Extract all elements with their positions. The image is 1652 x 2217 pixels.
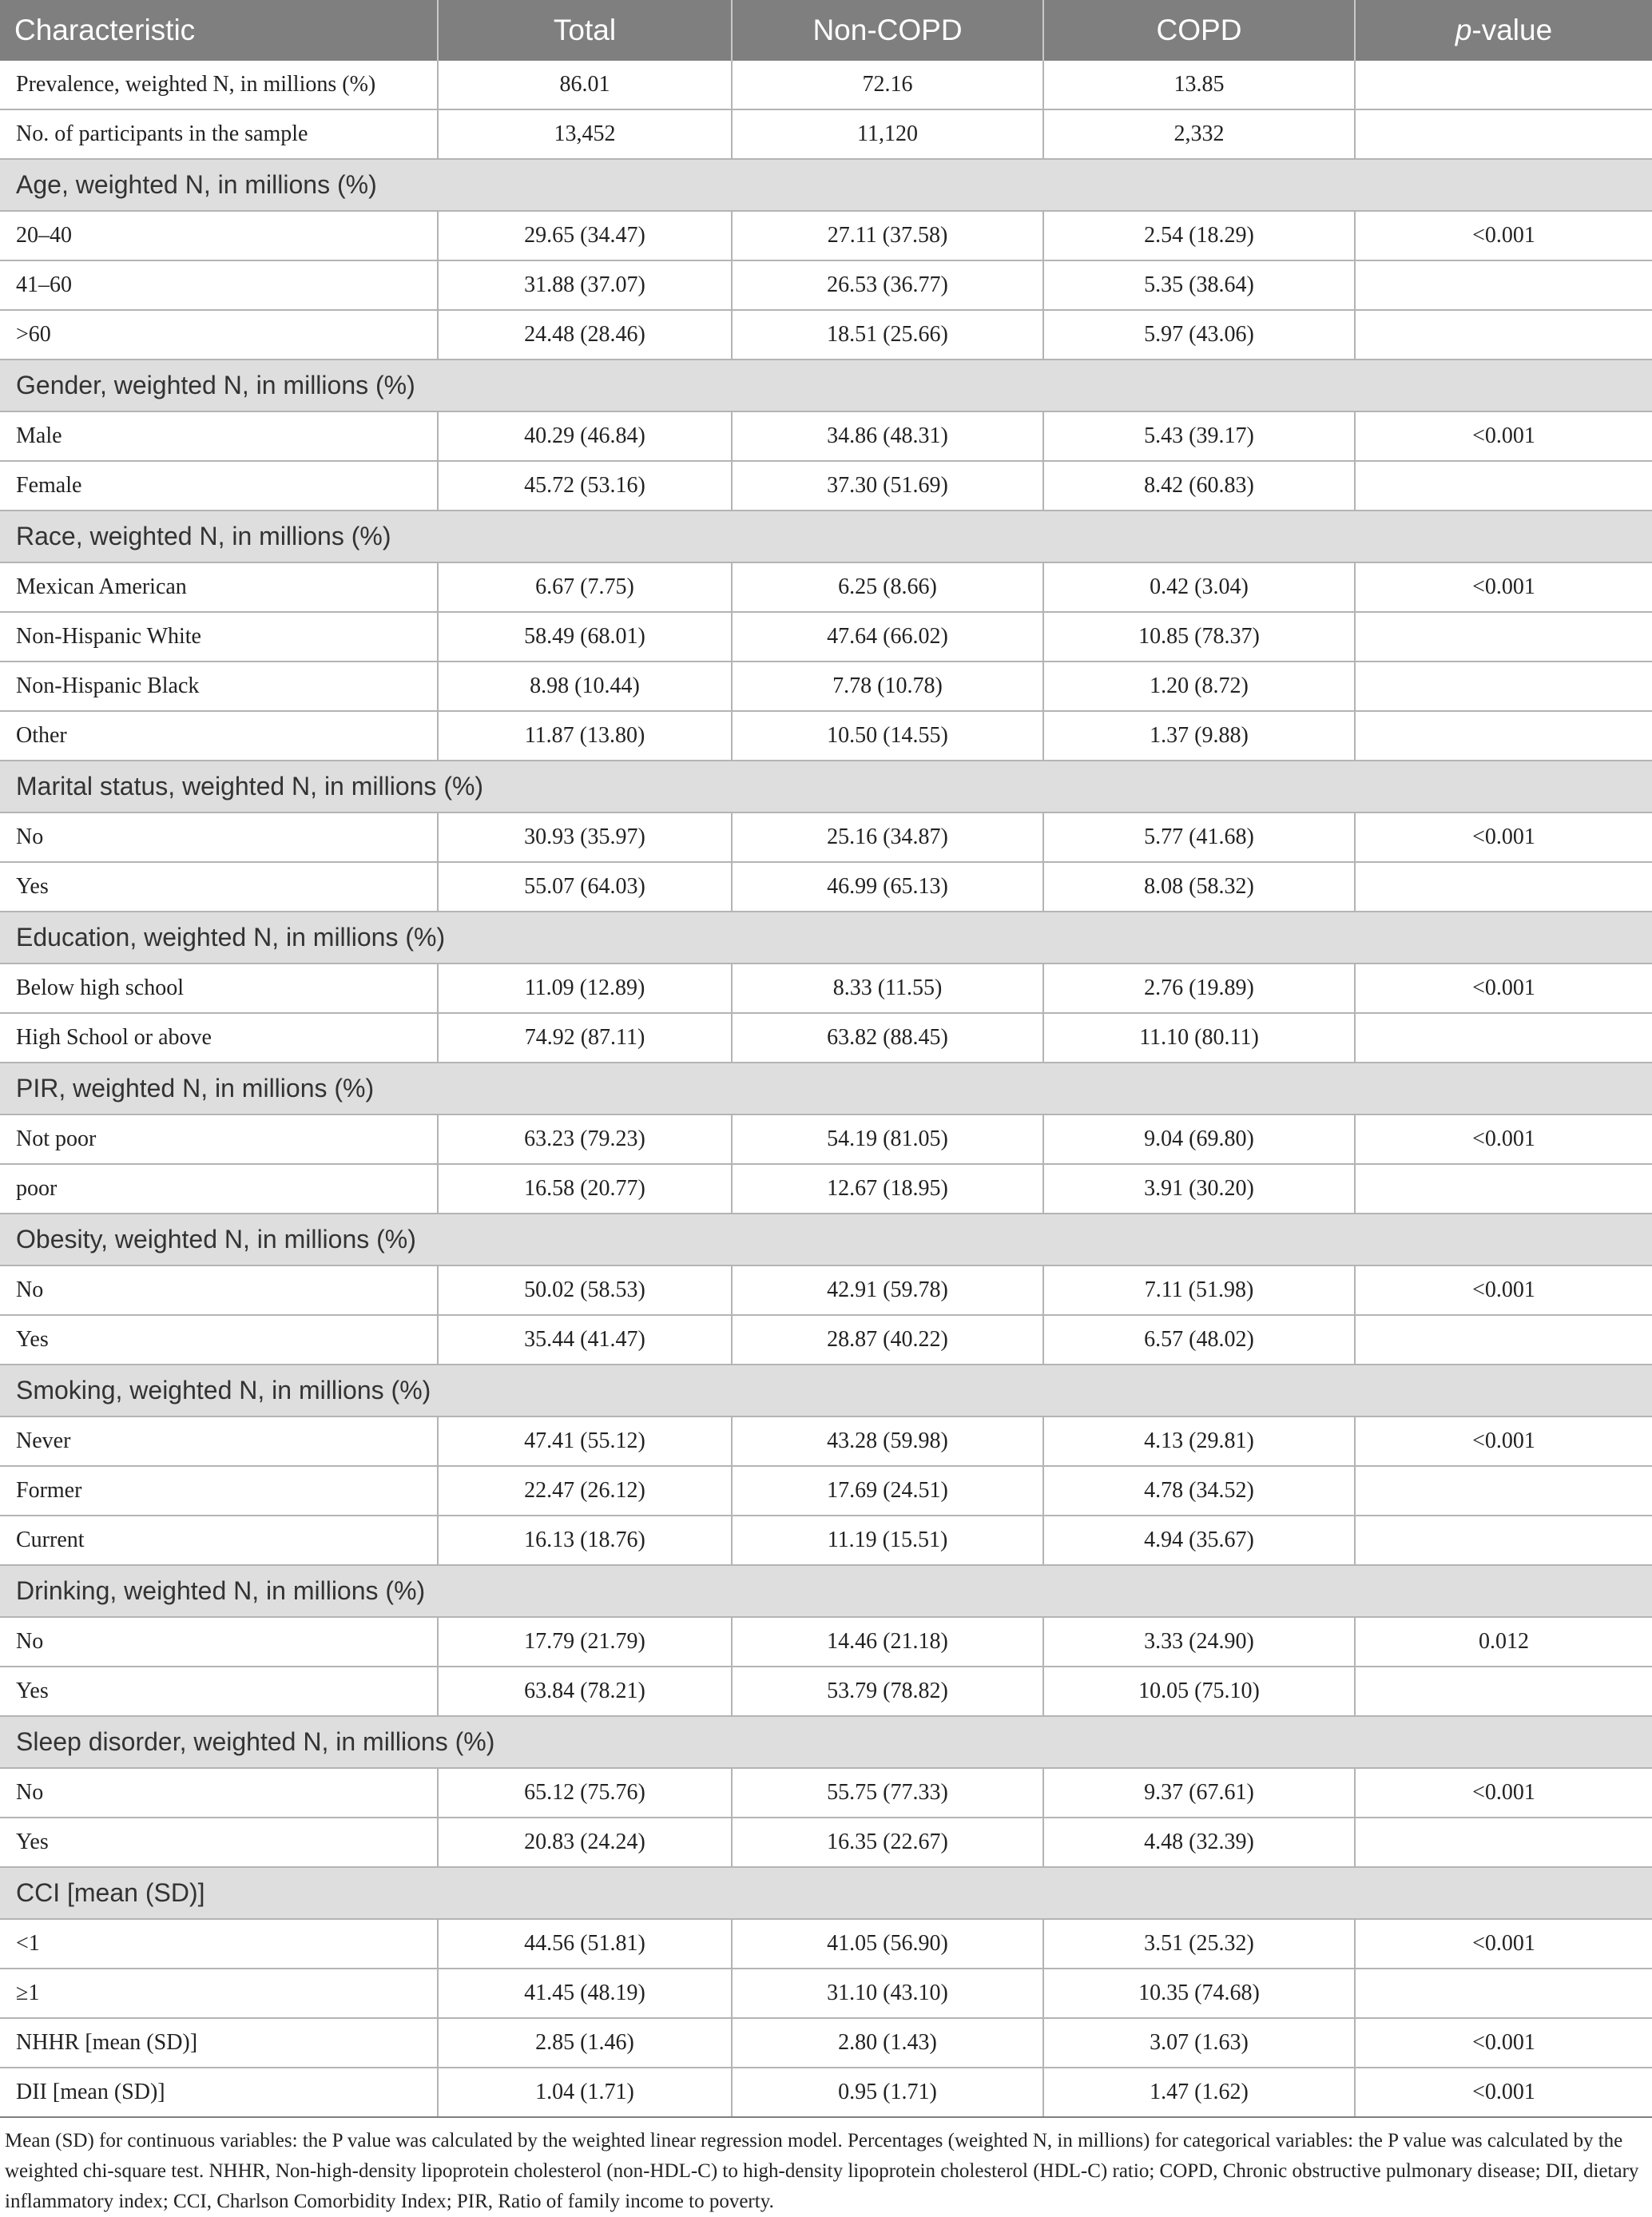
row-label: Below high school: [0, 963, 438, 1013]
row-label: Male: [0, 411, 438, 461]
table-row: [0, 1265, 1652, 1315]
non-copd-cell: 16.35 (22.67): [732, 1818, 1043, 1867]
table-row: [0, 1516, 1652, 1565]
section-label: Race, weighted N, in millions (%): [0, 511, 1652, 562]
total-cell: 41.45 (48.19): [438, 1969, 732, 2018]
table-row: [0, 1114, 1652, 1164]
copd-cell: 5.43 (39.17): [1043, 411, 1355, 461]
table-row: [0, 1315, 1652, 1365]
section-header-row: [0, 159, 1652, 211]
non-copd-cell: 10.50 (14.55): [732, 711, 1043, 761]
p-value-cell: <0.001: [1355, 1265, 1652, 1315]
table-row: [0, 61, 1652, 109]
non-copd-cell: 54.19 (81.05): [732, 1114, 1043, 1164]
row-label: poor: [0, 1164, 438, 1214]
table-row: [0, 1466, 1652, 1516]
row-label: No: [0, 1265, 438, 1315]
copd-cell: 11.10 (80.11): [1043, 1013, 1355, 1063]
p-value-cell: [1355, 1013, 1652, 1063]
total-cell: 16.58 (20.77): [438, 1164, 732, 1214]
p-value-cell: <0.001: [1355, 963, 1652, 1013]
p-value-cell: [1355, 310, 1652, 360]
p-value-cell: [1355, 1466, 1652, 1516]
table-row: [0, 1617, 1652, 1667]
p-value-cell: <0.001: [1355, 1919, 1652, 1969]
non-copd-cell: 47.64 (66.02): [732, 612, 1043, 662]
section-label: Marital status, weighted N, in millions (%): [0, 761, 1652, 813]
row-label: No: [0, 813, 438, 862]
row-label: <1: [0, 1919, 438, 1969]
section-header-row: [0, 511, 1652, 562]
table-row: [0, 1013, 1652, 1063]
p-value-cell: <0.001: [1355, 2068, 1652, 2117]
p-value-cell: <0.001: [1355, 1768, 1652, 1818]
row-label: High School or above: [0, 1013, 438, 1063]
table-row: [0, 109, 1652, 159]
copd-cell: 4.48 (32.39): [1043, 1818, 1355, 1867]
table-row: [0, 963, 1652, 1013]
header-p-value: [1355, 0, 1652, 61]
copd-cell: 1.20 (8.72): [1043, 662, 1355, 711]
copd-cell: 1.47 (1.62): [1043, 2068, 1355, 2117]
non-copd-cell: 7.78 (10.78): [732, 662, 1043, 711]
table-row: [0, 1667, 1652, 1716]
table-row: [0, 310, 1652, 360]
p-value-cell: [1355, 711, 1652, 761]
p-value-cell: [1355, 1164, 1652, 1214]
table-row: [0, 461, 1652, 511]
p-value-cell: <0.001: [1355, 562, 1652, 612]
p-value-cell: [1355, 1969, 1652, 2018]
section-header-row: [0, 1867, 1652, 1919]
non-copd-cell: 8.33 (11.55): [732, 963, 1043, 1013]
table-row: [0, 2068, 1652, 2117]
copd-cell: 2.54 (18.29): [1043, 211, 1355, 260]
total-cell: 22.47 (26.12): [438, 1466, 732, 1516]
row-label: Mexican American: [0, 562, 438, 612]
p-value-cell: <0.001: [1355, 411, 1652, 461]
section-header-row: [0, 1214, 1652, 1265]
p-value-cell: [1355, 862, 1652, 912]
section-label: Obesity, weighted N, in millions (%): [0, 1214, 1652, 1265]
non-copd-cell: 25.16 (34.87): [732, 813, 1043, 862]
row-label: 41–60: [0, 260, 438, 310]
total-cell: 58.49 (68.01): [438, 612, 732, 662]
header-characteristic: Characteristic: [0, 0, 438, 61]
total-cell: 40.29 (46.84): [438, 411, 732, 461]
copd-cell: 5.35 (38.64): [1043, 260, 1355, 310]
total-cell: 44.56 (51.81): [438, 1919, 732, 1969]
table-body: [0, 61, 1652, 2117]
total-cell: 8.98 (10.44): [438, 662, 732, 711]
p-value-cell: 0.012: [1355, 1617, 1652, 1667]
total-cell: 63.84 (78.21): [438, 1667, 732, 1716]
non-copd-cell: 27.11 (37.58): [732, 211, 1043, 260]
non-copd-cell: 0.95 (1.71): [732, 2068, 1043, 2117]
copd-cell: 9.04 (69.80): [1043, 1114, 1355, 1164]
non-copd-cell: 34.86 (48.31): [732, 411, 1043, 461]
table-row: [0, 211, 1652, 260]
row-label: >60: [0, 310, 438, 360]
total-cell: 63.23 (79.23): [438, 1114, 732, 1164]
copd-cell: 8.08 (58.32): [1043, 862, 1355, 912]
p-value-cell: [1355, 1315, 1652, 1365]
copd-cell: 4.13 (29.81): [1043, 1416, 1355, 1466]
row-label: Former: [0, 1466, 438, 1516]
p-value-cell: [1355, 1818, 1652, 1867]
p-value-cell: [1355, 260, 1652, 310]
copd-cell: 13.85: [1043, 61, 1355, 109]
total-cell: 74.92 (87.11): [438, 1013, 732, 1063]
copd-cell: 0.42 (3.04): [1043, 562, 1355, 612]
row-label: Prevalence, weighted N, in millions (%): [0, 61, 438, 109]
row-label: Non-Hispanic Black: [0, 662, 438, 711]
table-row: [0, 1919, 1652, 1969]
copd-cell: 9.37 (67.61): [1043, 1768, 1355, 1818]
total-cell: 11.87 (13.80): [438, 711, 732, 761]
table-footnote: Mean (SD) for continuous variables: the P value was calculated by the weighted linear regression model. Percentages (weighted N, in millions) for categorical variables: the P value was calculated by the weighted chi-square test. NHHR, Non-high-density lipoprotein cholesterol (non-HDL-C) to high-density lipoprotein cholesterol (HDL-C) ratio; COPD, Chronic obstructive pulmonary disease; DII, dietary inflammatory index; CCI, Charlson Comorbidity Index; PIR, Ratio of family income to poverty.: [5, 2130, 1639, 2212]
table-row: [0, 662, 1652, 711]
total-cell: 86.01: [438, 61, 732, 109]
copd-cell: 8.42 (60.83): [1043, 461, 1355, 511]
non-copd-cell: 11,120: [732, 109, 1043, 159]
row-label: ≥1: [0, 1969, 438, 2018]
section-header-row: [0, 1565, 1652, 1617]
p-value-cell: [1355, 612, 1652, 662]
header-total: Total: [438, 0, 732, 61]
section-label: Gender, weighted N, in millions (%): [0, 360, 1652, 411]
table-row: [0, 2018, 1652, 2068]
header-p-letter: p: [1455, 14, 1472, 46]
total-cell: 45.72 (53.16): [438, 461, 732, 511]
copd-cell: 3.33 (24.90): [1043, 1617, 1355, 1667]
total-cell: 29.65 (34.47): [438, 211, 732, 260]
table-row: [0, 1416, 1652, 1466]
total-cell: 30.93 (35.97): [438, 813, 732, 862]
total-cell: 11.09 (12.89): [438, 963, 732, 1013]
section-label: Smoking, weighted N, in millions (%): [0, 1365, 1652, 1416]
table-row: [0, 813, 1652, 862]
non-copd-cell: 43.28 (59.98): [732, 1416, 1043, 1466]
copd-cell: 7.11 (51.98): [1043, 1265, 1355, 1315]
non-copd-cell: 46.99 (65.13): [732, 862, 1043, 912]
non-copd-cell: 17.69 (24.51): [732, 1466, 1043, 1516]
row-label: Non-Hispanic White: [0, 612, 438, 662]
p-value-cell: [1355, 662, 1652, 711]
table-row: [0, 562, 1652, 612]
total-cell: 17.79 (21.79): [438, 1617, 732, 1667]
row-label: Other: [0, 711, 438, 761]
copd-cell: 3.51 (25.32): [1043, 1919, 1355, 1969]
non-copd-cell: 18.51 (25.66): [732, 310, 1043, 360]
row-label: Not poor: [0, 1114, 438, 1164]
p-value-cell: <0.001: [1355, 813, 1652, 862]
non-copd-cell: 28.87 (40.22): [732, 1315, 1043, 1365]
row-label: Yes: [0, 1667, 438, 1716]
non-copd-cell: 2.80 (1.43): [732, 2018, 1043, 2068]
total-cell: 16.13 (18.76): [438, 1516, 732, 1565]
row-label: Yes: [0, 1818, 438, 1867]
total-cell: 6.67 (7.75): [438, 562, 732, 612]
p-value-cell: [1355, 61, 1652, 109]
copd-cell: 2,332: [1043, 109, 1355, 159]
copd-cell: 3.07 (1.63): [1043, 2018, 1355, 2068]
copd-cell: 6.57 (48.02): [1043, 1315, 1355, 1365]
table-row: [0, 1969, 1652, 2018]
total-cell: 35.44 (41.47): [438, 1315, 732, 1365]
section-header-row: [0, 1716, 1652, 1768]
non-copd-cell: 31.10 (43.10): [732, 1969, 1043, 2018]
row-label: No: [0, 1768, 438, 1818]
total-cell: 24.48 (28.46): [438, 310, 732, 360]
total-cell: 31.88 (37.07): [438, 260, 732, 310]
row-label: Never: [0, 1416, 438, 1466]
row-label: NHHR [mean (SD)]: [0, 2018, 438, 2068]
copd-cell: 1.37 (9.88): [1043, 711, 1355, 761]
header-row: [0, 0, 1652, 61]
section-label: Sleep disorder, weighted N, in millions (%): [0, 1716, 1652, 1768]
copd-cell: 3.91 (30.20): [1043, 1164, 1355, 1214]
table-row: [0, 612, 1652, 662]
section-label: Drinking, weighted N, in millions (%): [0, 1565, 1652, 1617]
row-label: DII [mean (SD)]: [0, 2068, 438, 2117]
copd-cell: 2.76 (19.89): [1043, 963, 1355, 1013]
p-value-cell: <0.001: [1355, 2018, 1652, 2068]
non-copd-cell: 37.30 (51.69): [732, 461, 1043, 511]
table-row: [0, 1164, 1652, 1214]
total-cell: 47.41 (55.12): [438, 1416, 732, 1466]
total-cell: 1.04 (1.71): [438, 2068, 732, 2117]
section-header-row: [0, 912, 1652, 963]
table-row: [0, 711, 1652, 761]
total-cell: 20.83 (24.24): [438, 1818, 732, 1867]
non-copd-cell: 63.82 (88.45): [732, 1013, 1043, 1063]
table-row: [0, 862, 1652, 912]
copd-cell: 10.35 (74.68): [1043, 1969, 1355, 2018]
section-header-row: [0, 1063, 1652, 1114]
copd-cell: 10.05 (75.10): [1043, 1667, 1355, 1716]
p-value-cell: [1355, 1667, 1652, 1716]
table-row: [0, 1818, 1652, 1867]
total-cell: 13,452: [438, 109, 732, 159]
copd-cell: 4.78 (34.52): [1043, 1466, 1355, 1516]
p-value-cell: [1355, 1516, 1652, 1565]
non-copd-cell: 53.79 (78.82): [732, 1667, 1043, 1716]
row-label: Yes: [0, 1315, 438, 1365]
section-header-row: [0, 761, 1652, 813]
total-cell: 55.07 (64.03): [438, 862, 732, 912]
total-cell: 50.02 (58.53): [438, 1265, 732, 1315]
non-copd-cell: 11.19 (15.51): [732, 1516, 1043, 1565]
section-header-row: [0, 1365, 1652, 1416]
p-value-cell: <0.001: [1355, 1114, 1652, 1164]
row-label: Current: [0, 1516, 438, 1565]
row-label: Female: [0, 461, 438, 511]
header-p-suffix: -value: [1471, 14, 1553, 46]
non-copd-cell: 42.91 (59.78): [732, 1265, 1043, 1315]
total-cell: 65.12 (75.76): [438, 1768, 732, 1818]
p-value-cell: [1355, 109, 1652, 159]
p-value-cell: [1355, 461, 1652, 511]
header-non-copd: Non-COPD: [732, 0, 1043, 61]
non-copd-cell: 6.25 (8.66): [732, 562, 1043, 612]
non-copd-cell: 12.67 (18.95): [732, 1164, 1043, 1214]
copd-cell: 5.77 (41.68): [1043, 813, 1355, 862]
row-label: No: [0, 1617, 438, 1667]
non-copd-cell: 41.05 (56.90): [732, 1919, 1043, 1969]
non-copd-cell: 55.75 (77.33): [732, 1768, 1043, 1818]
total-cell: 2.85 (1.46): [438, 2018, 732, 2068]
section-label: CCI [mean (SD)]: [0, 1867, 1652, 1919]
section-label: PIR, weighted N, in millions (%): [0, 1063, 1652, 1114]
copd-cell: 4.94 (35.67): [1043, 1516, 1355, 1565]
non-copd-cell: 72.16: [732, 61, 1043, 109]
section-header-row: [0, 360, 1652, 411]
row-label: 20–40: [0, 211, 438, 260]
non-copd-cell: 14.46 (21.18): [732, 1617, 1043, 1667]
copd-cell: 5.97 (43.06): [1043, 310, 1355, 360]
section-label: Age, weighted N, in millions (%): [0, 159, 1652, 211]
table-row: [0, 1768, 1652, 1818]
row-label: No. of participants in the sample: [0, 109, 438, 159]
header-copd: COPD: [1043, 0, 1355, 61]
copd-cell: 10.85 (78.37): [1043, 612, 1355, 662]
p-value-cell: <0.001: [1355, 1416, 1652, 1466]
row-label: Yes: [0, 862, 438, 912]
table-row: [0, 411, 1652, 461]
table-row: [0, 260, 1652, 310]
section-label: Education, weighted N, in millions (%): [0, 912, 1652, 963]
p-value-cell: <0.001: [1355, 211, 1652, 260]
non-copd-cell: 26.53 (36.77): [732, 260, 1043, 310]
